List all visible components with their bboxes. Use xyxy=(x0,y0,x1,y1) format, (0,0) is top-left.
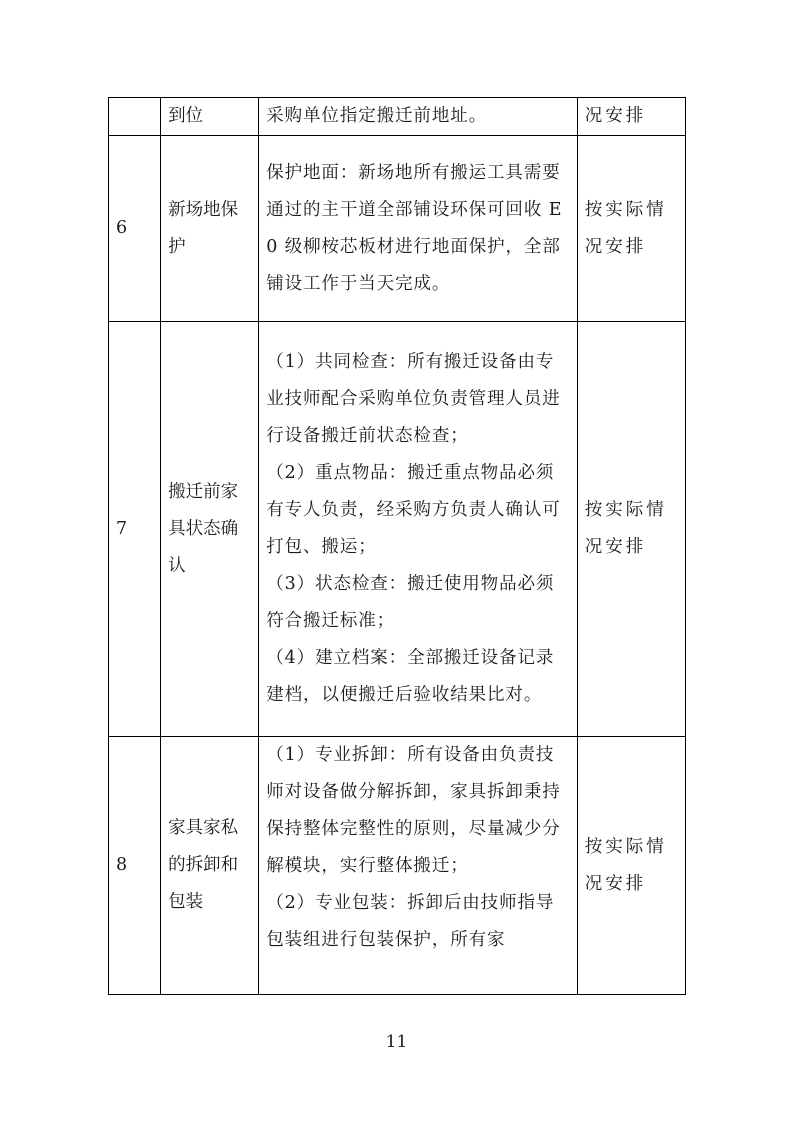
item-name: 家具家私的拆卸和包装 xyxy=(161,737,259,995)
item-name: 到位 xyxy=(161,98,259,136)
content-paragraph: （1）共同检查：所有搬迁设备由专业技师配合采购单位负责管理人员进行设备搬迁前状态检查； xyxy=(266,352,561,446)
table-row xyxy=(109,737,686,995)
table-row xyxy=(109,136,686,322)
item-schedule: 按实际情况安排 xyxy=(577,136,685,322)
content-paragraph: 采购单位指定搬迁前地址。 xyxy=(266,106,488,126)
content-paragraph: （1）专业拆卸：所有设备由负责技师对设备做分解拆卸，家具拆卸秉持保持整体完整性的原则，尽量减少分解模块，实行整体搬迁； xyxy=(266,745,561,876)
content-paragraph: 保护地面：新场地所有搬运工具需要通过的主干道全部铺设环保可回收 E0 级柳桉芯板材进行地面保护，全部铺设工作于当天完成。 xyxy=(266,162,563,294)
item-schedule: 按实际情况安排 xyxy=(577,737,685,995)
row-number: 6 xyxy=(109,136,161,322)
item-content xyxy=(259,322,578,737)
item-schedule: 况安排 xyxy=(577,98,685,136)
page-number: 11 xyxy=(385,1032,408,1052)
item-content xyxy=(259,136,578,322)
content-paragraph: （3）状态检查：搬迁使用物品必须符合搬迁标准； xyxy=(266,574,555,631)
work-plan-table xyxy=(108,97,686,995)
item-name: 搬迁前家具状态确认 xyxy=(161,322,259,737)
row-number: 8 xyxy=(109,737,161,995)
table-row xyxy=(109,322,686,737)
content-paragraph: （2）专业包装：拆卸后由技师指导包装组进行包装保护，所有家 xyxy=(266,893,555,950)
table-row-continued xyxy=(109,98,686,136)
item-content xyxy=(259,737,578,995)
row-number xyxy=(109,98,161,136)
item-schedule: 按实际情况安排 xyxy=(577,322,685,737)
item-name: 新场地保护 xyxy=(161,136,259,322)
item-content xyxy=(259,98,578,136)
content-paragraph: （4）建立档案：全部搬迁设备记录建档，以便搬迁后验收结果比对。 xyxy=(266,648,555,705)
content-paragraph: （2）重点物品：搬迁重点物品必须有专人负责，经采购方负责人确认可打包、搬运； xyxy=(266,463,561,557)
row-number: 7 xyxy=(109,322,161,737)
